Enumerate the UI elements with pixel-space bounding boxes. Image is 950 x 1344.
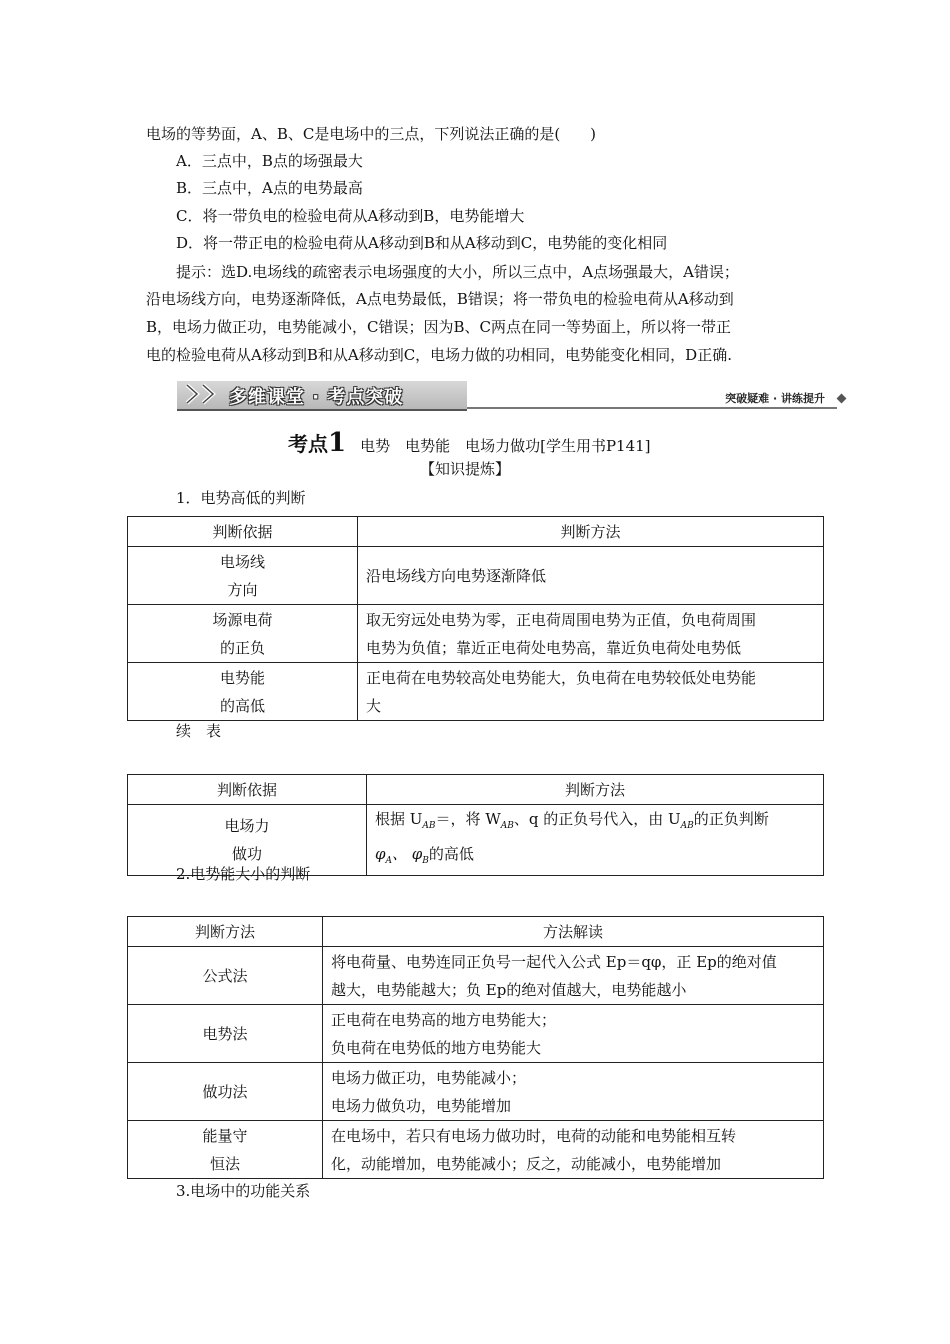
table-row: [128, 1005, 824, 1063]
text-span: φ: [375, 845, 386, 863]
energy-judgement-table: [127, 916, 824, 1179]
method-text: 做功法: [202, 1082, 248, 1101]
kaodian-label: 考点: [288, 432, 328, 456]
knowledge-label: 【知识提炼】: [420, 460, 511, 478]
method-text: 电势法: [202, 1024, 248, 1043]
section-banner: [177, 381, 847, 411]
basis-text: 方向: [227, 580, 258, 599]
continued-label: 续 表: [176, 722, 222, 740]
basis-cell: [128, 605, 358, 663]
banner-subtitle: 突破疑难 · 讲练提升: [725, 392, 825, 405]
header-basis: 判断依据: [128, 517, 358, 547]
desc-cell: [323, 1121, 824, 1179]
option-b: B．三点中，A点的电势最高: [176, 179, 363, 197]
table-header-row: [128, 917, 824, 947]
method-text: 取无穷远处电势为零，正电荷周围电势为正值，负电荷周围: [366, 610, 757, 629]
table-row: [128, 947, 824, 1005]
basis-text: 场源电荷: [212, 610, 273, 629]
method-text: 恒法: [209, 1154, 240, 1173]
text-span: 根据 U: [375, 810, 423, 828]
option-d: D．将一带正电的检验电荷从A移动到B和从A移动到C，电势能的变化相同: [176, 234, 668, 252]
section-heading: [288, 428, 651, 458]
header-method: 判断方法: [128, 917, 323, 947]
table-row: [128, 663, 824, 721]
basis-cell: [128, 663, 358, 721]
table-row: [128, 1121, 824, 1179]
method-cell: [128, 1063, 323, 1121]
subscript: AB: [500, 821, 514, 831]
method-text: 能量守: [202, 1126, 248, 1145]
method-cell: [128, 947, 323, 1005]
method-cell: [367, 805, 824, 876]
basis-text: 电场力: [224, 817, 270, 835]
desc-text: 化，动能增加，电势能减小；反之，动能减小，电势能增加: [331, 1154, 722, 1173]
table-row: [128, 1063, 824, 1121]
method-text: [375, 805, 815, 840]
part2-title: 2.电势能大小的判断: [176, 865, 311, 883]
desc-text: 在电场中，若只有电场力做功时，电荷的动能和电势能相互转: [331, 1126, 737, 1145]
subscript: B: [422, 856, 429, 866]
table-header-row: [128, 775, 824, 805]
subscript: A: [385, 856, 393, 866]
basis-text: 做功: [231, 845, 262, 863]
desc-cell: [323, 947, 824, 1005]
hint-line-3: B，电场力做正功，电势能减小，C错误；因为B、C两点在同一等势面上，所以将一带正: [146, 318, 732, 336]
question-stem: 电场的等势面，A、B、C是电场中的三点，下列说法正确的是( ): [146, 125, 597, 143]
method-cell: [128, 1121, 323, 1179]
method-cell: [358, 663, 824, 721]
header-basis: 判断依据: [128, 775, 367, 805]
text-span: 的正负判断: [693, 810, 769, 828]
header-method: 判断方法: [358, 517, 824, 547]
desc-text: 将电荷量、电势连同正负号一起代入公式 Ep＝qφ，正 Ep的绝对值: [331, 952, 777, 971]
table-row: [128, 547, 824, 605]
banner-title: 多维课堂 · 考点突破: [229, 387, 404, 408]
desc-cell: [323, 1063, 824, 1121]
method-text: 沿电场线方向电势逐渐降低: [366, 566, 547, 585]
desc-text: 越大，电势能越大；负 Ep的绝对值越大，电势能越小: [331, 980, 687, 999]
kaodian-number: 1: [328, 428, 347, 458]
method-text: 正电荷在电势较高处电势能大，负电荷在电势较低处电势能: [366, 668, 757, 687]
hint-line-1: 提示：选D.电场线的疏密表示电场强度的大小，所以三点中，A点场强最大，A错误；: [176, 263, 739, 281]
desc-text: 电场力做正功，电势能减小；: [331, 1068, 527, 1087]
text-span: 的高低: [428, 845, 474, 863]
method-cell: [128, 1005, 323, 1063]
option-c: C．将一带负电的检验电荷从A移动到B，电势能增大: [176, 207, 525, 225]
table-row: [128, 605, 824, 663]
potential-judgement-table: [127, 516, 824, 721]
method-text: [375, 840, 815, 875]
basis-text: 电势能: [219, 668, 265, 687]
basis-text: 的正负: [219, 638, 265, 657]
header-method: 判断方法: [367, 775, 824, 805]
basis-text: 的高低: [219, 696, 265, 715]
desc-text: 负电荷在电势低的地方电势能大: [331, 1038, 542, 1057]
diamond-icon: [837, 394, 847, 404]
desc-text: 电场力做负功，电势能增加: [331, 1096, 512, 1115]
method-cell: [358, 605, 824, 663]
desc-text: 正电荷在电势高的地方电势能大；: [331, 1010, 557, 1029]
basis-cell: [128, 547, 358, 605]
chevron-right-icon: [199, 383, 219, 405]
banner-rule: [467, 407, 837, 409]
potential-judgement-table-continued: [127, 774, 824, 876]
method-text: 大: [366, 696, 382, 715]
part3-title: 3.电场中的功能关系: [176, 1182, 311, 1200]
section-title: 电势 电势能 电场力做功[学生用书P141]: [360, 437, 651, 455]
hint-line-4: 电的检验电荷从A移动到B和从A移动到C，电场力做的功相同，电势能变化相同，D正确.: [146, 346, 732, 364]
header-explanation: 方法解读: [323, 917, 824, 947]
text-span: ＝，将 W: [435, 810, 501, 828]
option-a: A．三点中，B点的场强最大: [176, 152, 363, 170]
subscript: AB: [422, 821, 436, 831]
desc-cell: [323, 1005, 824, 1063]
method-text: 公式法: [202, 966, 248, 985]
table-header-row: [128, 517, 824, 547]
method-text: 电势为负值；靠近正电荷处电势高，靠近负电荷处电势低: [366, 638, 742, 657]
subscript: AB: [680, 821, 694, 831]
part1-title: 1．电势高低的判断: [176, 489, 306, 507]
text-span: 、 φ: [392, 845, 423, 863]
method-cell: [358, 547, 824, 605]
hint-line-2: 沿电场线方向，电势逐渐降低，A点电势最低，B错误；将一带负电的检验电荷从A移动到: [146, 290, 734, 308]
basis-text: 电场线: [219, 552, 265, 571]
text-span: 、q 的正负号代入，由 U: [513, 810, 681, 828]
